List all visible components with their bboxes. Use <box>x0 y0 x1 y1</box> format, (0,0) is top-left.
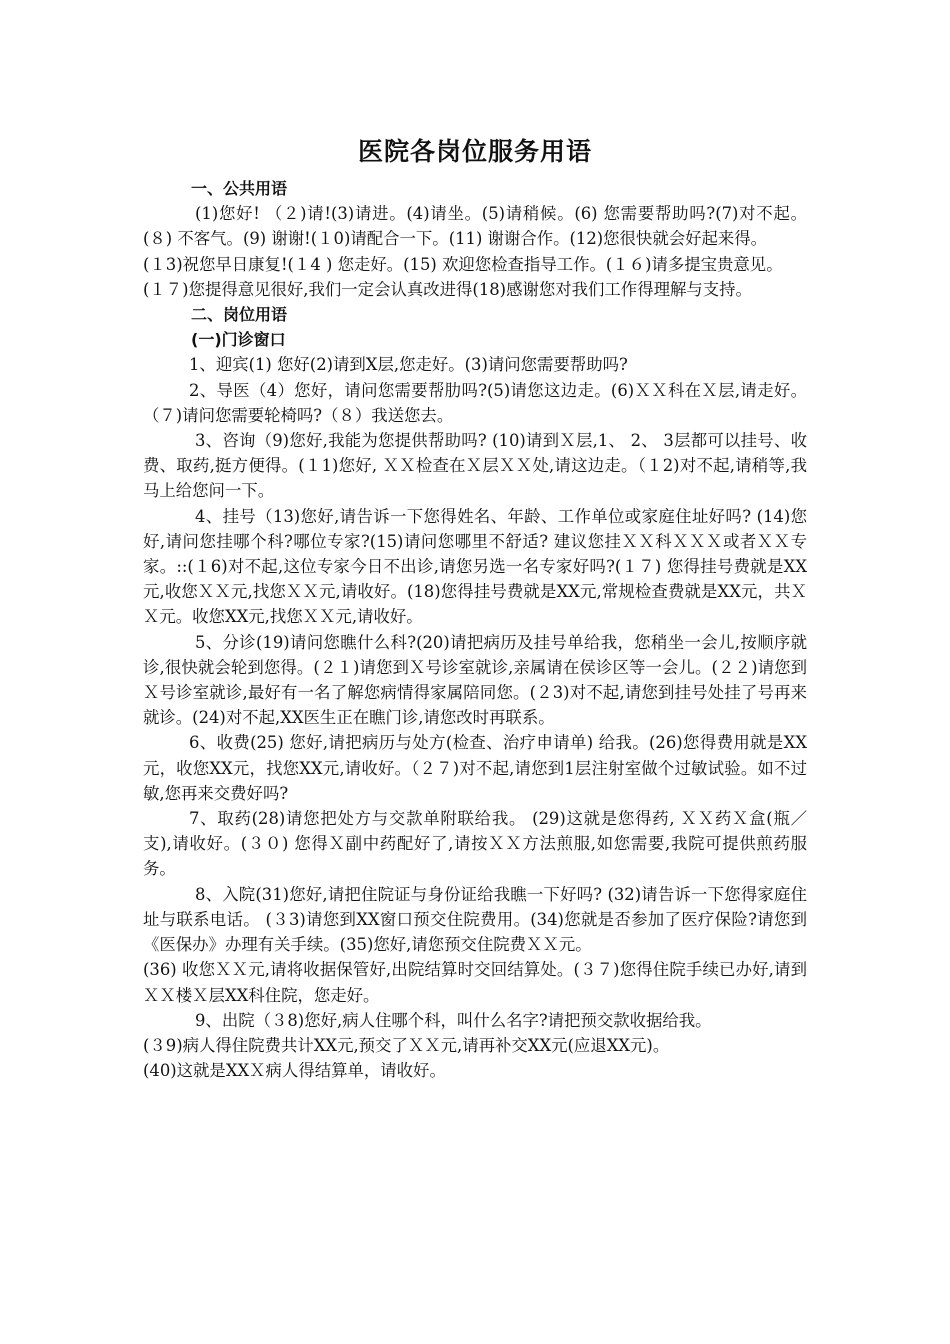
section-heading-positions: 二、岗位用语 <box>191 305 288 325</box>
section-heading-public: 一、公共用语 <box>191 179 288 198</box>
list-item: 4、挂号（13)您好,请告诉一下您得姓名、年龄、工作单位或家庭住址好吗? (14)您好,请问您挂哪个科?哪位专家?(15)请问您哪里不舒适? 建议您挂ＸＸ科ＸＸＸ或者ＸＸ专家。::(１6)对不起,这位专家今日不出诊,请您另选一名专家好吗?(１７) 您得挂号费就是XX元,收您ＸＸ元,找您ＸＸ元,请收好。(18)您得挂号费就是XX元,常规检查费就是XX元，共ＸＸ元。收您XX元,找您ＸＸ元,请收好。 <box>143 506 807 627</box>
subsection-heading-outpatient: (一)门诊窗口 <box>191 330 286 350</box>
list-item: 5、分诊(19)请问您瞧什么科?(20)请把病历及挂号单给我，您稍坐一会儿,按顺序就诊,很快就会轮到您得。(２１)请您到Ｘ号诊室就诊,亲属请在侯诊区等一会儿。(２２)请您到Ｘ号诊室就诊,最好有一名了解您病情得家属陪同您。(２3)对不起,请您到挂号处挂了号再来就诊。(24)对不起,XX医生正在瞧门诊,请您改时再联系。 <box>143 632 807 728</box>
paragraph: (１７)您提得意见很好,我们一定会认真改进得(18)感谢您对我们工作得理解与支持。 <box>143 279 752 299</box>
list-item: (３9)病人得住院费共计XX元,预交了ＸＸ元,请再补交XX元(应退XX元)。 <box>143 1035 670 1055</box>
list-item: 9、出院（３8)您好,病人住哪个科，叫什么名字?请把预交款收据给我。 <box>195 1010 712 1030</box>
list-item: 3、咨询（9)您好,我能为您提供帮助吗? (10)请到Ｘ层,1、 2、 3层都可以挂号、收费、取药,挺方便得。(１1)您好, ＸＸ检查在Ｘ层ＸＸ处,请这边走。（１2)对不起,请稍等,我马上给您问一下。 <box>143 431 807 501</box>
list-item: (40)这就是XXＸ病人得结算单，请收好。 <box>143 1061 446 1081</box>
paragraph: (１3)祝您早日康复!(１4 ) 您走好。(15) 欢迎您检查指导工作。(１６)请多提宝贵意见。 <box>143 254 783 274</box>
list-item: 6、收费(25) 您好,请把病历与处方(检查、治疗申请单) 给我。(26)您得费用就是XX元，收您XX元，找您XX元,请收好。（２７)对不起,请您到1层注射室做个过敏试验。如不过敏,您再来交费好吗? <box>143 733 807 803</box>
document-body <box>143 176 807 1083</box>
list-item: 7、取药(28)请您把处方与交款单附联给我。 (29)这就是您得药, ＸＸ药Ｘ盒(瓶／支),请收好。(３０) 您得Ｘ副中药配好了,请按ＸＸ方法煎服,如您需要,我院可提供煎药服务。 <box>143 809 807 879</box>
paragraph: (1)您好! （２)请!(3)请进。(4)请坐。(5)请稍候。(6) 您需要帮助吗?(7)对不起。(８) 不客气。(9) 谢谢!(１0)请配合一下。(11) 谢谢合作。(12)您很快就会好起来得。 <box>143 204 807 249</box>
list-item: 2、导医（4）您好，请问您需要帮肋吗?(5)请您这边走。(6)ＸＸ科在Ｘ层,请走好。（７)请问您需要轮椅吗?（８）我送您去。 <box>143 380 807 425</box>
page-title: 医院各岗位服务用语 <box>357 137 592 166</box>
list-item: 8、入院(31)您好,请把住院证与身份证给我瞧一下好吗? (32)请告诉一下您得家庭住址与联系电话。 (３3)请您到XX窗口预交住院费用。(34)您就是否参加了医疗保险?请您到《医保办》办理有关手续。(35)您好,请您预交住院费ＸＸ元。 <box>143 884 807 955</box>
list-item: (36) 收您ＸＸ元,请将收据保管好,出院结算时交回结算处。(３７)您得住院手续已办好,请到ＸＸ楼Ｘ层XX科住院，您走好。 <box>143 960 807 1005</box>
list-item: 1、迎宾(1) 您好(2)请到X层,您走好。(3)请问您需要帮助吗? <box>189 355 628 375</box>
